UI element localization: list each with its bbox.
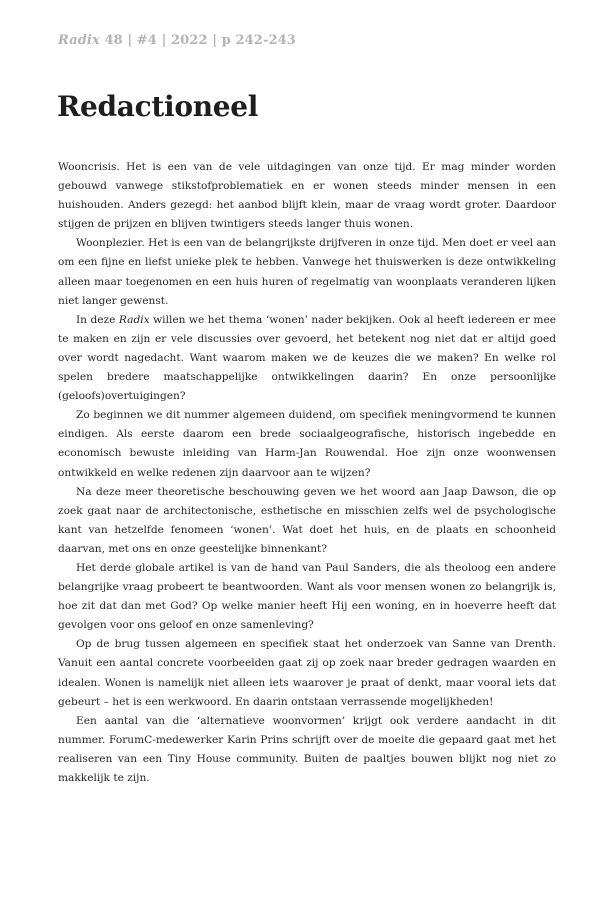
- paragraph-8: Een aantal van die ‘alternatieve woonvormen’ krijgt ook verdere aandacht in dit nummer. ForumC-medewerker Karin Prins schrijft over de moeite die gepaard gaat met het realiseren van een Tiny House community. Buiten de paaltjes bouwen blijkt nog niet zo makkelijk te zijn.: [58, 714, 556, 784]
- paragraph-6: Het derde globale artikel is van de hand van Paul Sanders, die als theoloog een andere belangrijke vraag probeert te beantwoorden. Want als voor mensen wonen zo belangrijk is, hoe zit dat dan met God? Op welke manier heeft Hij een woning, en in hoeverre heeft dat gevolgen voor ons geloof en onze samenleving?: [58, 561, 556, 632]
- article-body: [58, 158, 556, 788]
- page-title: Redactioneel: [57, 90, 259, 123]
- issue-details: 48 | #4 | 2022 | p 242-243: [99, 33, 296, 48]
- journal-name: Radix: [58, 33, 100, 48]
- paragraph-5: Na deze meer theoretische beschouwing geven we het woord aan Jaap Dawson, die op zoek gaat naar de architectonische, esthetische en misschien zelfs wel de psychologische kant van hetzelfde fenomeen ‘wonen’. Wat doet het huis, en de plaats en schoonheid daarvan, met ons en onze geestelijke binnenkant?: [58, 485, 556, 555]
- paragraph-4: Zo beginnen we dit nummer algemeen duidend, om specifiek meningvormend te kunnen eindigen. Als eerste daarom een brede sociaalgeografische, historisch ingebedde en economisch bewuste inleiding van Harm-Jan Rouwendal. Hoe zijn onze woonwensen ontwikkeld en welke redenen zijn daarvoor aan te wijzen?: [58, 409, 556, 479]
- running-header: [58, 33, 296, 48]
- radix-italic: Radix: [118, 313, 150, 326]
- paragraph-3: [58, 311, 556, 406]
- paragraph-7: Op de brug tussen algemeen en specifiek staat het onderzoek van Sanne van Drenth. Vanuit een aantal concrete voorbeelden gaat zij op zoek naar breder gedragen waarden en idealen. Wonen is namelijk niet alleen iets waarover je praat of denkt, maar vooral iets dat gebeurt – het is een werkwoord. En daarin ontstaan verrassende mogelijkheden!: [58, 638, 556, 708]
- paragraph-1: Wooncrisis. Het is een van de vele uitdagingen van onze tijd. Er mag minder worden gebouwd vanwege stikstofproblematiek en er wonen steeds minder mensen in een huishouden. Anders gezegd: het aanbod blijft klein, maar de vraag wordt groter. Daardoor stijgen de prijzen en blijven twintigers steeds langer thuis wonen.: [58, 161, 556, 231]
- paragraph-2: Woonplezier. Het is een van de belangrijkste drijfveren in onze tijd. Men doet er veel aan om een fijne en liefst unieke plek te hebben. Vanwege het thuiswerken is deze ontwikkeling alleen maar toegenomen en een huis huren of regelmatig van woonplaats veranderen lijken niet langer gewenst.: [58, 237, 556, 307]
- paragraph-3-start: In deze: [76, 313, 119, 326]
- paragraph-3-rest: willen we het thema ‘wonen’ nader bekijken. Ook al heeft iedereen er mee te maken en zijn er vele discussies over gevoerd, het betekent nog niet dat er altijd goed over wordt nagedacht. Want waarom maken we de keuzes die we maken? En welke rol spelen bredere maatschappelijke ontwikkelingen daarin? En onze persoonlijke (geloofs)overtuigingen?: [58, 313, 556, 403]
